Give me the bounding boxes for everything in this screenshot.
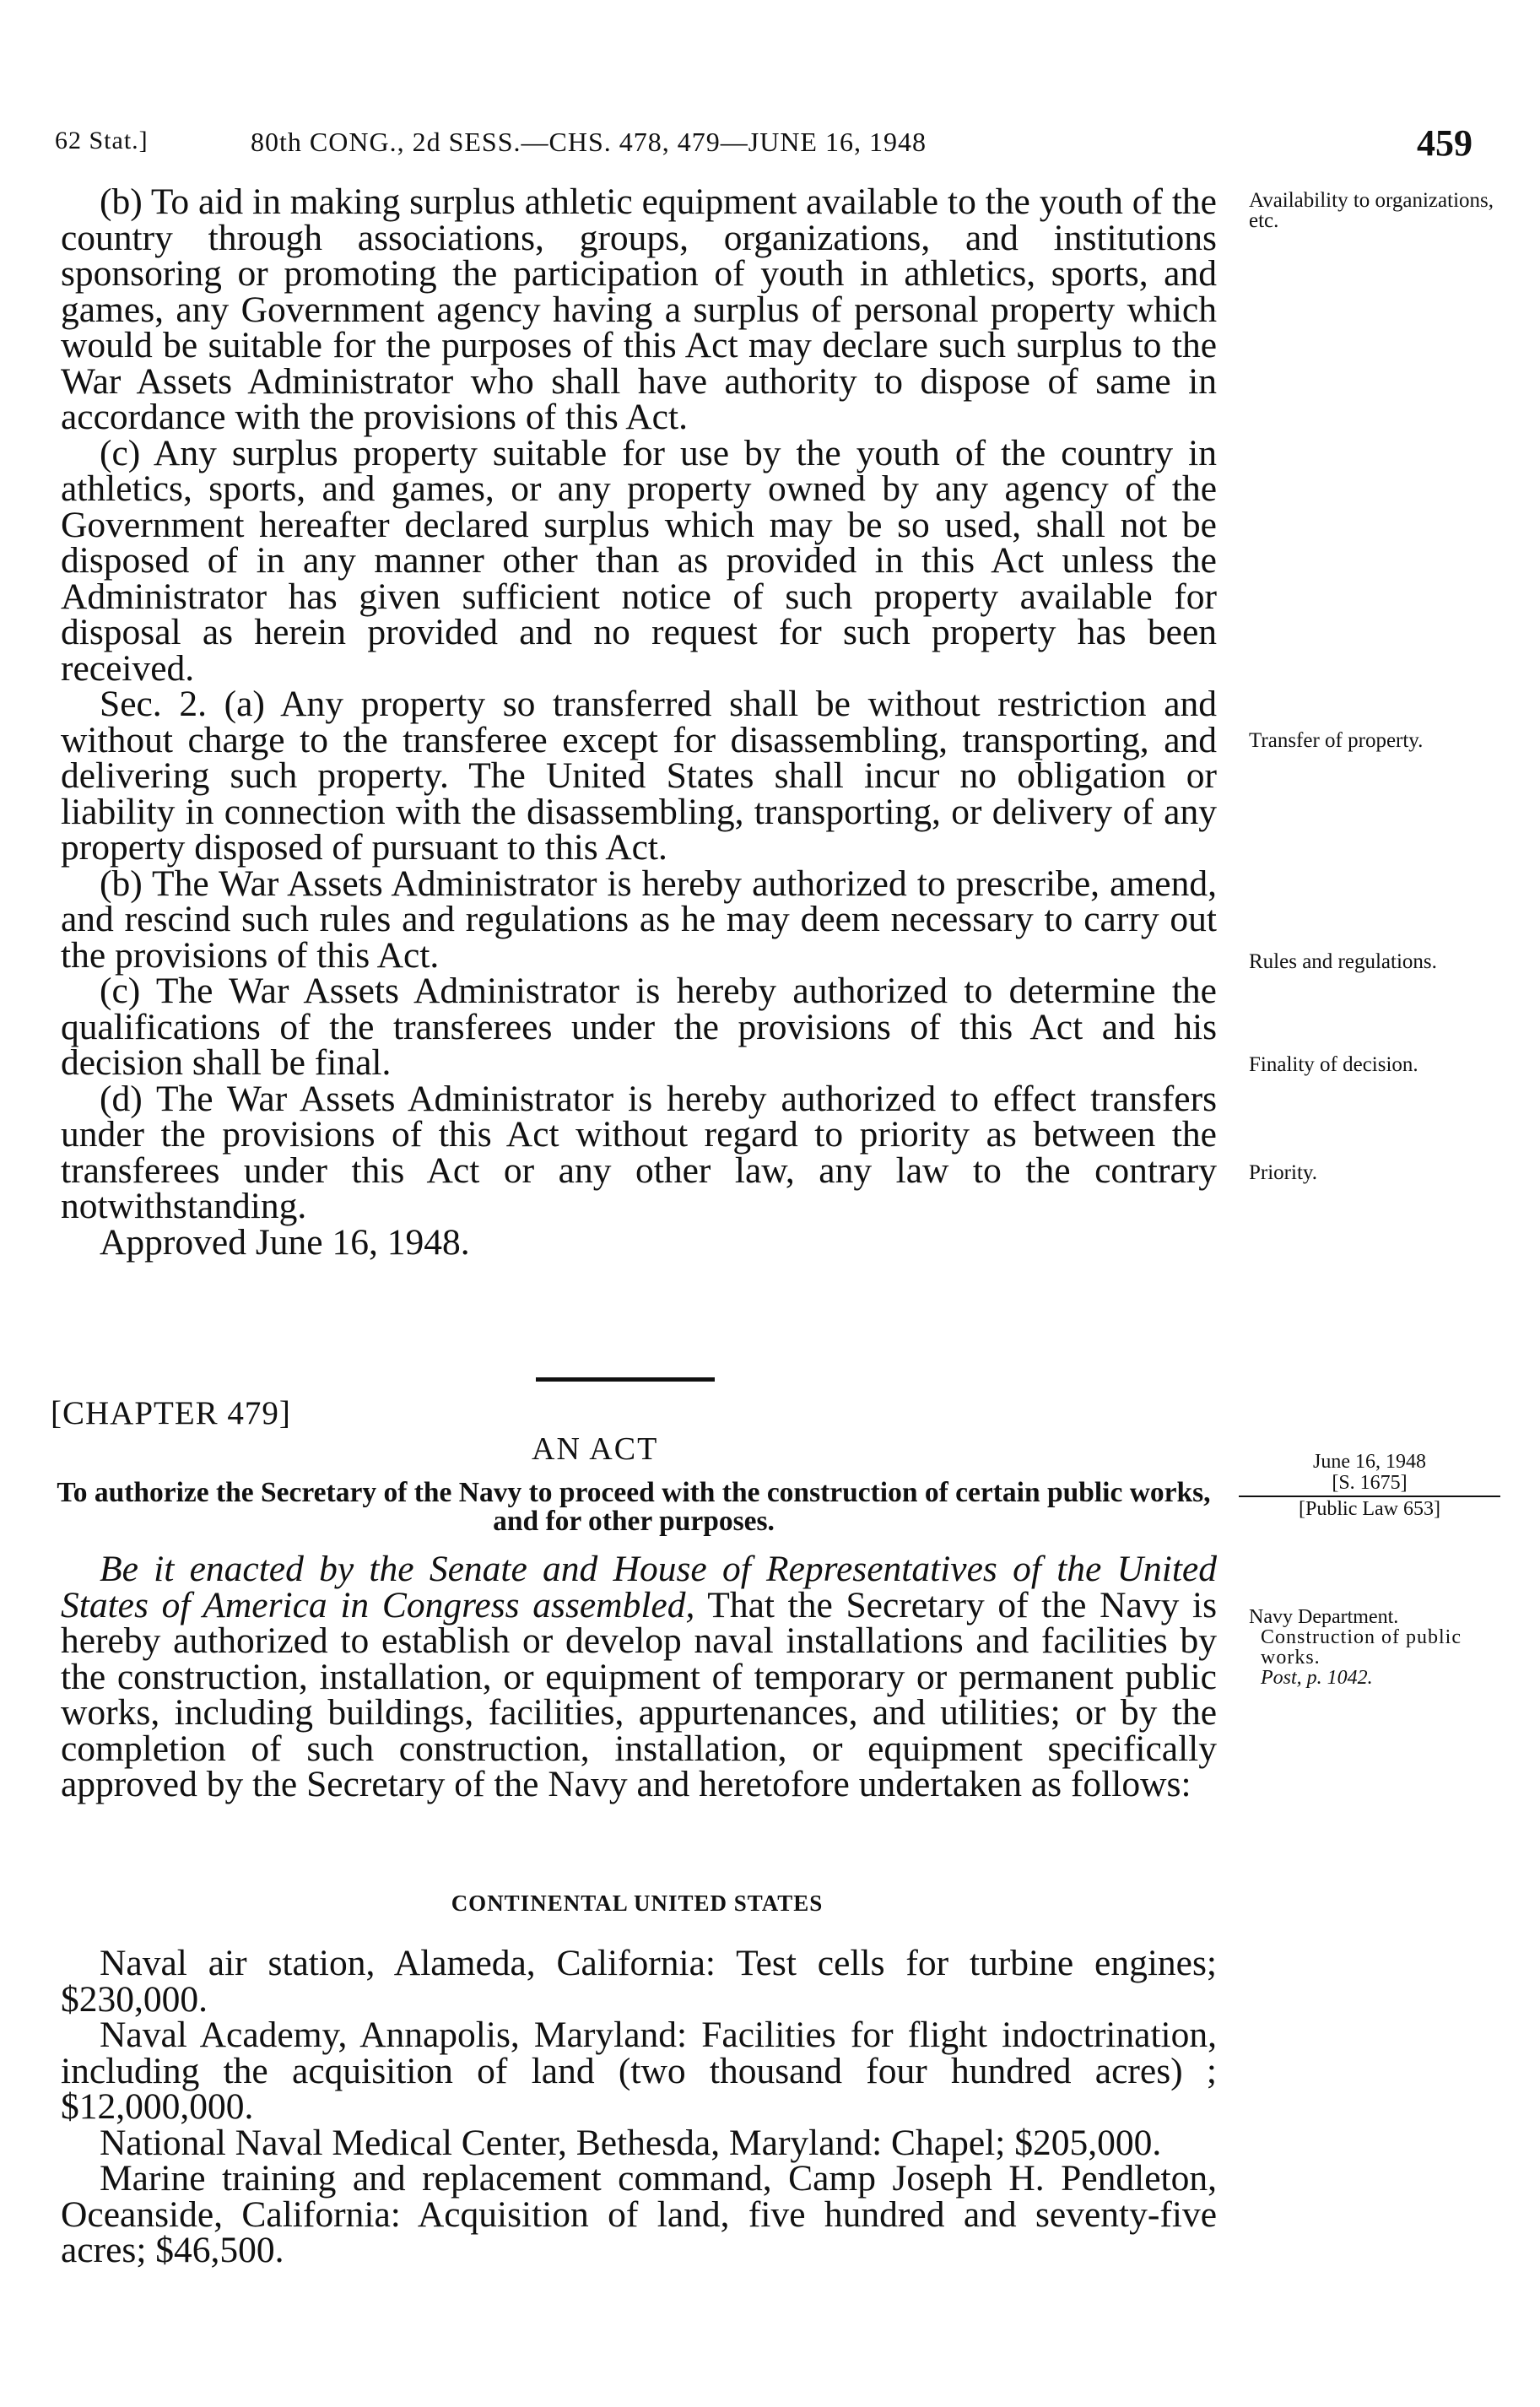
paragraph-sec2-b: (b) The War Assets Administrator is hereby authorized to prescribe, amend, and rescind such rules and regulations as he may deem necessary to carry out the provisions of this Act. xyxy=(61,863,1217,976)
margin-note-rules: Rules and regulations. xyxy=(1249,950,1437,973)
margin-note-navy-department: Navy Department. xyxy=(1249,1606,1399,1628)
margin-note-construction: Construction of public works. xyxy=(1261,1626,1462,1669)
project-list xyxy=(61,1945,1217,2269)
page-header xyxy=(55,122,1489,177)
paragraph-sec2-d: (d) The War Assets Administrator is hereby authorized to effect transfers under the provisions of this Act without regard to priority as between the transferees under this Act or any other law, any law to the contrary notwithstanding. xyxy=(61,1078,1217,1226)
enactment-italic: Be it enacted by the Senate and House of Representatives of the United States of America in Congress assembled, xyxy=(61,1549,1217,1625)
project-item: National Naval Medical Center, Bethesda, Maryland: Chapel; $205,000. xyxy=(100,2122,1162,2163)
project-item: Naval Academy, Annapolis, Maryland: Facilities for flight indoctrination, including the acquisition of land (two thousand four hundred acres) ; $12,000,000. xyxy=(61,2015,1217,2127)
session-line: 80th CONG., 2d SESS.—CHS. 478, 479—JUNE 16, 1948 xyxy=(251,127,927,157)
enactment-clause xyxy=(61,1551,1217,1803)
public-law-number: [Public Law 653] xyxy=(1299,1498,1440,1520)
paragraph-sec2-a: Sec. 2. (a) Any property so transferred shall be without restriction and without charge to the transferee except for disassembling, transporting, and delivering such property. The United States shall incur no obligation or liability in connection with the disassembling, transporting, or delivery of any property disposed of pursuant to this Act. xyxy=(61,684,1217,868)
project-item: Naval air station, Alameda, California: Test cells for turbine engines; $230,000. xyxy=(61,1943,1217,2020)
act-title: To authorize the Secretary of the Navy to proceed with the construction of certain public works, and for other purposes. xyxy=(57,1477,1211,1537)
margin-note-transfer: Transfer of property. xyxy=(1249,729,1424,752)
an-act-heading: AN ACT xyxy=(532,1431,659,1467)
enactment-text: That the Secretary of the Navy is hereby authorized to establish or develop naval installations and facilities by the construction, installation, or equipment of temporary or permanent public works, including buildings, facilities, appurtenances, and utilities; or by the completion of such construction, installation, or equipment specifically approved by the Secretary of the Navy and heretofore undertaken as follows: xyxy=(61,1584,1218,1804)
enactment-date: June 16, 1948 xyxy=(1313,1451,1426,1473)
senate-bill-number: [S. 1675] xyxy=(1332,1472,1408,1494)
statute-reference: 62 Stat.] xyxy=(55,127,149,154)
margin-note-navy xyxy=(1249,1607,1502,1688)
act-body-text xyxy=(61,181,1217,1263)
paragraph-sec2-c: (c) The War Assets Administrator is hereby authorized to determine the qualifications of the transferees under the provisions of this Act and his decision shall be final. xyxy=(61,971,1217,1083)
approval-line: Approved June 16, 1948. xyxy=(100,1221,470,1263)
date-block-rule xyxy=(1239,1496,1500,1497)
margin-note-finality: Finality of decision. xyxy=(1249,1053,1418,1076)
project-item: Marine training and replacement command, Camp Joseph H. Pendleton, Oceanside, California: Acquisition of land, five hundred and seventy-five acres; $46,500. xyxy=(61,2158,1217,2270)
paragraph-b-availability: (b) To aid in making surplus athletic equipment available to the youth of the country through associations, groups, organizations, and institutions sponsoring or promoting the participation of youth in athletics, sports, and games, any Government agency having a surplus of personal property which would be suitable for the purposes of this Act may declare such surplus to the War Assets Administrator who shall have authority to dispose of same in accordance with the provisions of this Act. xyxy=(61,181,1217,437)
section-divider xyxy=(536,1377,715,1382)
page-number: 459 xyxy=(1417,122,1472,164)
section-heading: CONTINENTAL UNITED STATES xyxy=(451,1890,824,1916)
paragraph-c-surplus: (c) Any surplus property suitable for use by the youth of the country in athletics, sports, and games, or any property owned by any agency of the Government hereafter declared surplus which may be so used, shall not be disposed of in any manner other than as provided in this Act unless the Administrator has given sufficient notice of such property available for disposal as herein provided and no request for such property has been received. xyxy=(61,432,1217,689)
margin-note-priority: Priority. xyxy=(1249,1161,1318,1184)
margin-note-availability: Availability to organizations, etc. xyxy=(1249,189,1494,232)
chapter-label: [CHAPTER 479] xyxy=(51,1395,291,1431)
enactment-date-block xyxy=(1239,1452,1500,1520)
margin-note-post-reference: Post, p. 1042. xyxy=(1261,1667,1373,1689)
